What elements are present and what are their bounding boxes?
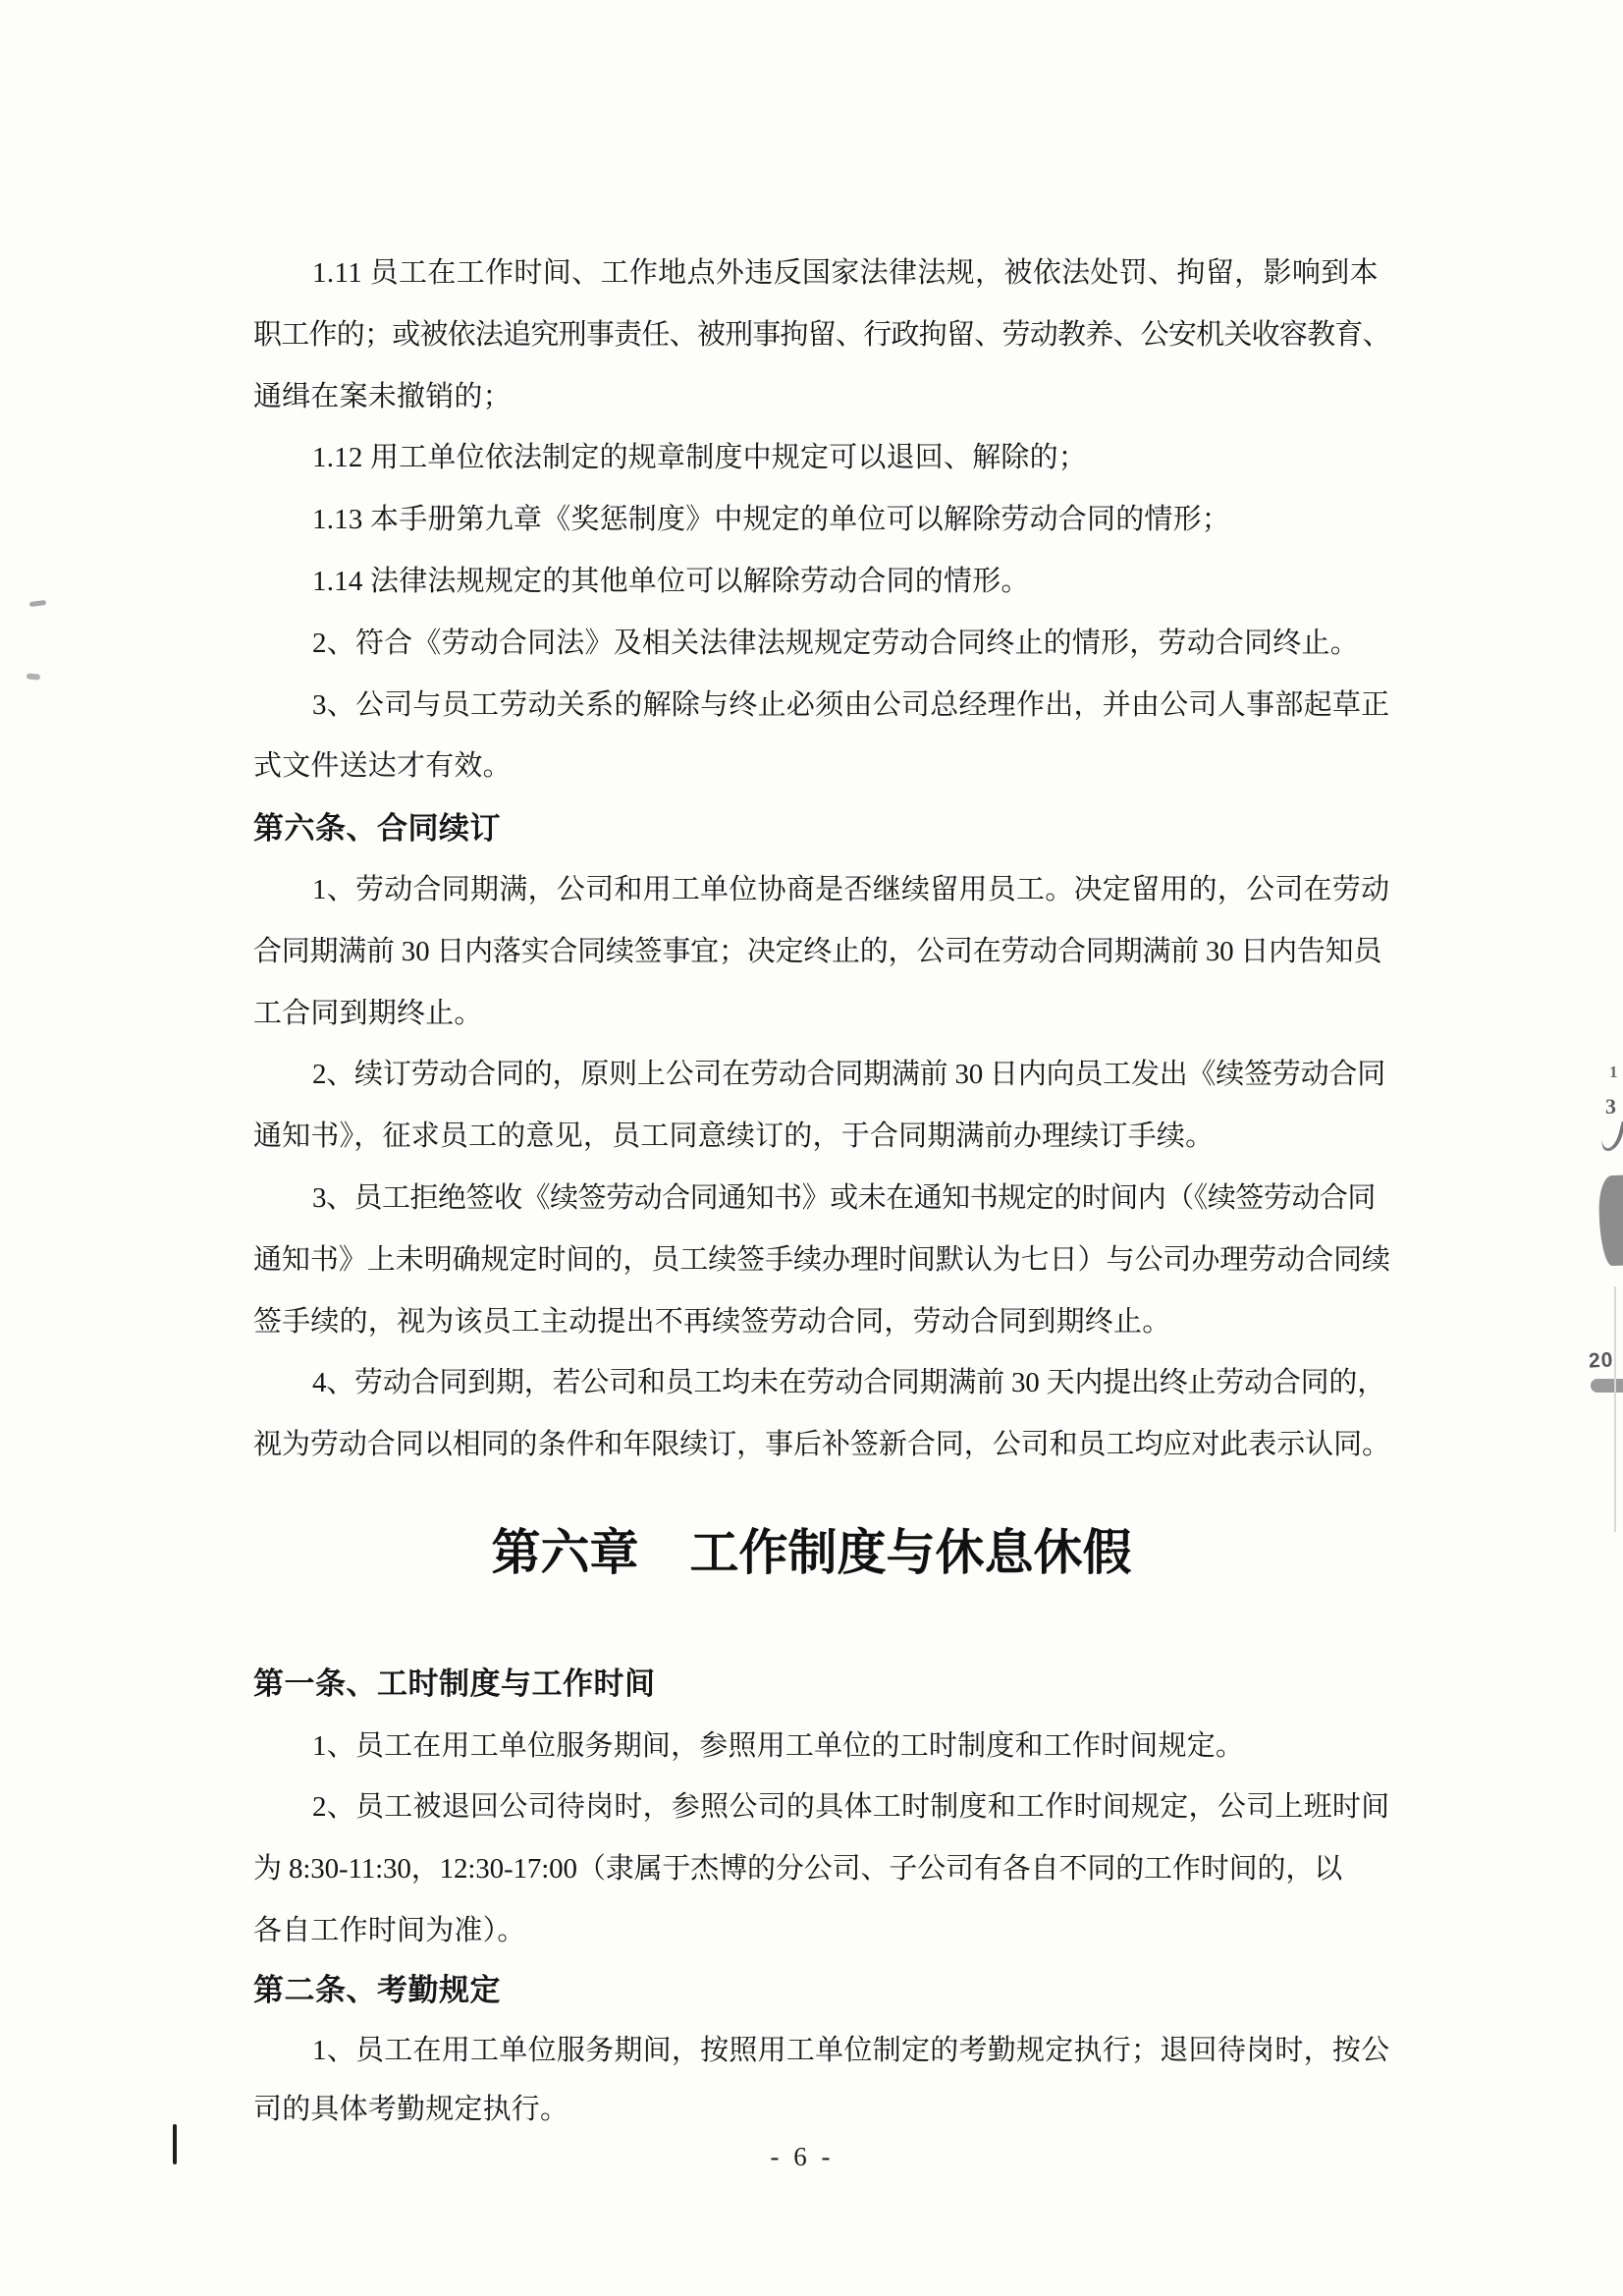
section-heading: 第一条、工时制度与工作时间: [253, 1667, 656, 1701]
text-line: 职工作的；或被依法追究刑事责任、被刑事拘留、行政拘留、劳动教养、公安机关收容教育、: [253, 319, 1390, 351]
text-line: 司的具体考勤规定执行。: [253, 2094, 569, 2125]
chapter-heading-number: 第六章: [491, 1525, 639, 1580]
right-edge-tab: [1591, 1379, 1623, 1393]
text-line: 为 8:30-11:30，12:30-17:00（隶属于杰博的分公司、子公司有各自不同的工作时间的，以: [253, 1853, 1343, 1885]
text-line: 工合同到期终止。: [253, 998, 483, 1029]
text-line: 3、公司与员工劳动关系的解除与终止必须由公司总经理作出，并由公司人事部起草正: [312, 689, 1390, 721]
scan-smudge: [29, 600, 46, 607]
section-heading: 第二条、考勤规定: [253, 1973, 501, 2007]
text-line: 式文件送达才有效。: [253, 750, 512, 782]
page-number: - 6 -: [770, 2142, 835, 2171]
text-line: 1.12 用工单位依法制定的规章制度中规定可以退回、解除的；: [312, 442, 1088, 473]
text-line: 签手续的，视为该员工主动提出不再续签劳动合同，劳动合同到期终止。: [253, 1306, 1171, 1338]
text-line: 4、劳动合同到期，若公司和员工均未在劳动合同期满前 30 天内提出终止劳动合同的，: [312, 1367, 1385, 1398]
section-heading: 第六条、合同续订: [253, 811, 501, 846]
text-line: 通知书》上未明确规定时间的，员工续签手续办理时间默认为七日）与公司办理劳动合同续: [253, 1244, 1391, 1276]
chapter-heading: [0, 1525, 1623, 1580]
text-line: 2、符合《劳动合同法》及相关法律法规规定劳动合同终止的情形，劳动合同终止。: [312, 628, 1359, 659]
right-edge-mark: 1: [1609, 1063, 1618, 1081]
right-edge-mark: 3: [1605, 1094, 1616, 1119]
right-edge-scan-line: [1614, 1286, 1616, 1532]
pen-mark-vertical-bar: [173, 2124, 177, 2164]
text-line: 通知书》，征求员工的意见，员工同意续订的，于合同期满前办理续订手续。: [253, 1121, 1215, 1152]
chapter-heading-title: 工作制度与休息休假: [689, 1525, 1132, 1580]
scan-smudge: [27, 673, 41, 680]
text-line: 1、员工在用工单位服务期间，参照用工单位的工时制度和工作时间规定。: [312, 1730, 1245, 1762]
text-line: 1.11 员工在工作时间、工作地点外违反国家法律法规，被依法处罚、拘留，影响到本: [312, 257, 1379, 289]
text-line: 3、员工拒绝签收《续签劳动合同通知书》或未在通知书规定的时间内（《续签劳动合同: [312, 1182, 1376, 1214]
right-edge-blob: [1597, 1175, 1623, 1267]
text-line: 1、劳动合同期满，公司和用工单位协商是否继续留用员工。决定留用的，公司在劳动: [312, 874, 1390, 905]
text-line: 2、续订劳动合同的，原则上公司在劳动合同期满前 30 日内向员工发出《续签劳动合同: [312, 1059, 1385, 1090]
right-edge-handwritten-number: 20: [1588, 1348, 1614, 1373]
text-line: 视为劳动合同以相同的条件和年限续订，事后补签新合同，公司和员工均应对此表示认同。: [253, 1429, 1391, 1460]
text-line: 1、员工在用工单位服务期间，按照用工单位制定的考勤规定执行；退回待岗时，按公: [312, 2035, 1390, 2066]
right-edge-squiggle: [1599, 1118, 1623, 1154]
text-line: 2、员工被退回公司待岗时，参照公司的具体工时制度和工作时间规定，公司上班时间: [312, 1791, 1390, 1823]
text-line: 各自工作时间为准）。: [253, 1915, 526, 1946]
text-line: 1.14 法律法规规定的其他单位可以解除劳动合同的情形。: [312, 566, 1030, 597]
text-line: 合同期满前 30 日内落实合同续签事宜；决定终止的，公司在劳动合同期满前 30 日内告知员: [253, 936, 1382, 967]
text-line: 1.13 本手册第九章《奖惩制度》中规定的单位可以解除劳动合同的情形；: [312, 504, 1231, 535]
text-line: 通缉在案未撤销的；: [253, 381, 512, 412]
